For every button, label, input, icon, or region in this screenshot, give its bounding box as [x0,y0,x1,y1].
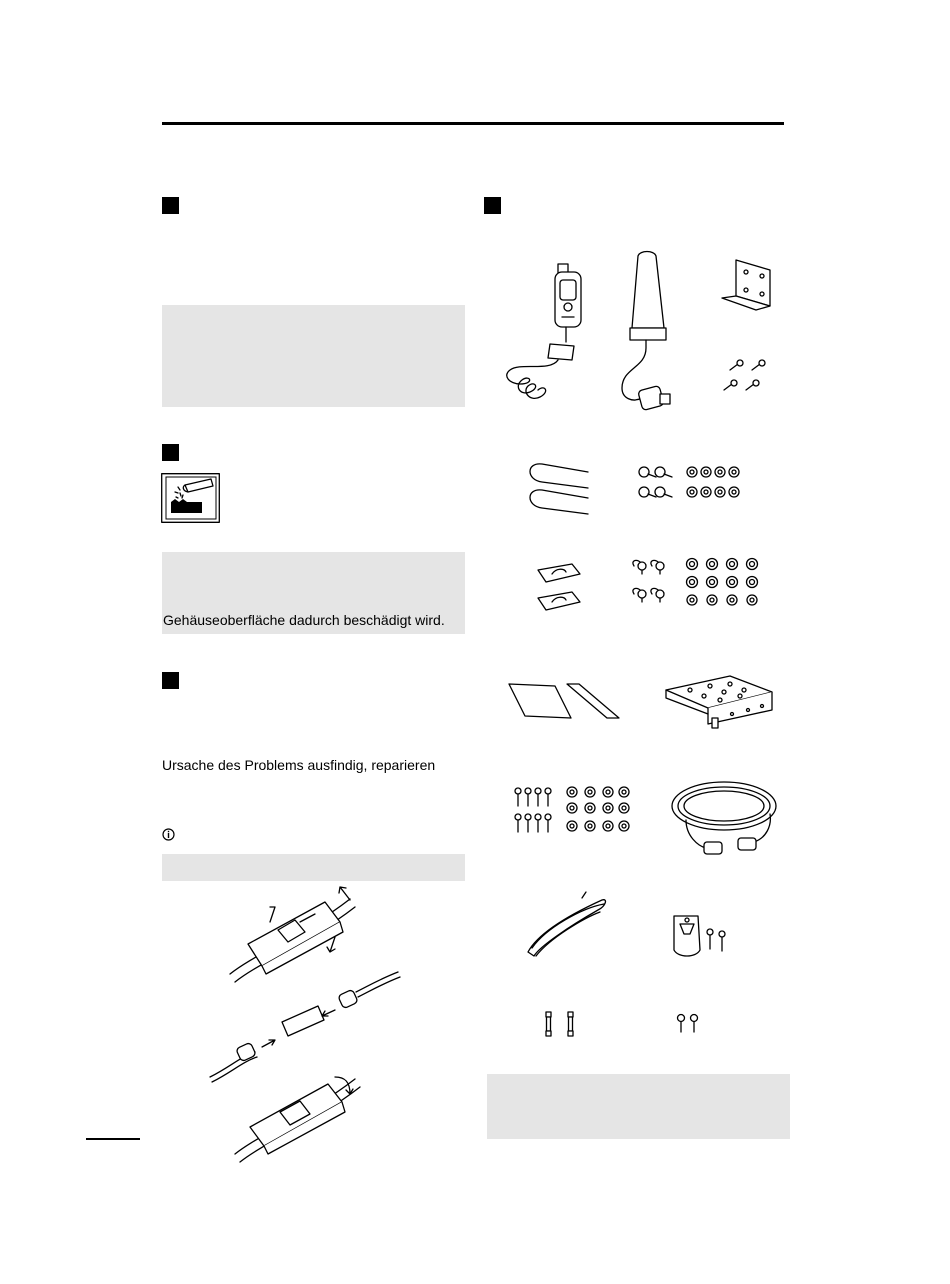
header-rule [162,122,784,125]
section-marker-1 [162,197,179,214]
section-marker-4 [484,197,501,214]
extension-cable-illustration [666,776,781,866]
microphone-hanger-illustration [668,910,732,962]
note-box-4 [487,1074,790,1139]
info-circle-icon [162,828,175,841]
mounting-strips-illustration [505,680,625,724]
corrosive-caution-icon [161,473,220,523]
screws-nuts-illustration [512,786,632,836]
section-marker-3 [162,672,179,689]
section-marker-2 [162,444,179,461]
handset-microphone-illustration [500,262,590,407]
note-box-3 [162,854,465,881]
pipe-clamps-illustration [532,560,588,616]
wing-nuts-washers-illustration [628,556,768,612]
body-text-cause: Ursache des Problems ausfindig, reparieren [162,757,436,773]
fuse-replacement-illustration [200,882,410,1167]
cable-bundle-illustration [520,890,610,964]
u-bolts-illustration [518,460,598,520]
footer-rule [86,1138,140,1140]
small-screws-illustration [674,1012,704,1034]
mounting-bracket-screws-illustration [712,252,782,402]
bolts-nuts-washers-illustration [632,462,750,504]
note-text-housing: Gehäuseoberfläche dadurch beschädigt wird. [163,612,445,628]
mounting-plate-illustration [660,670,780,736]
spare-fuses-illustration [540,1010,580,1040]
antenna-illustration [612,248,692,418]
note-box-1 [162,305,465,407]
